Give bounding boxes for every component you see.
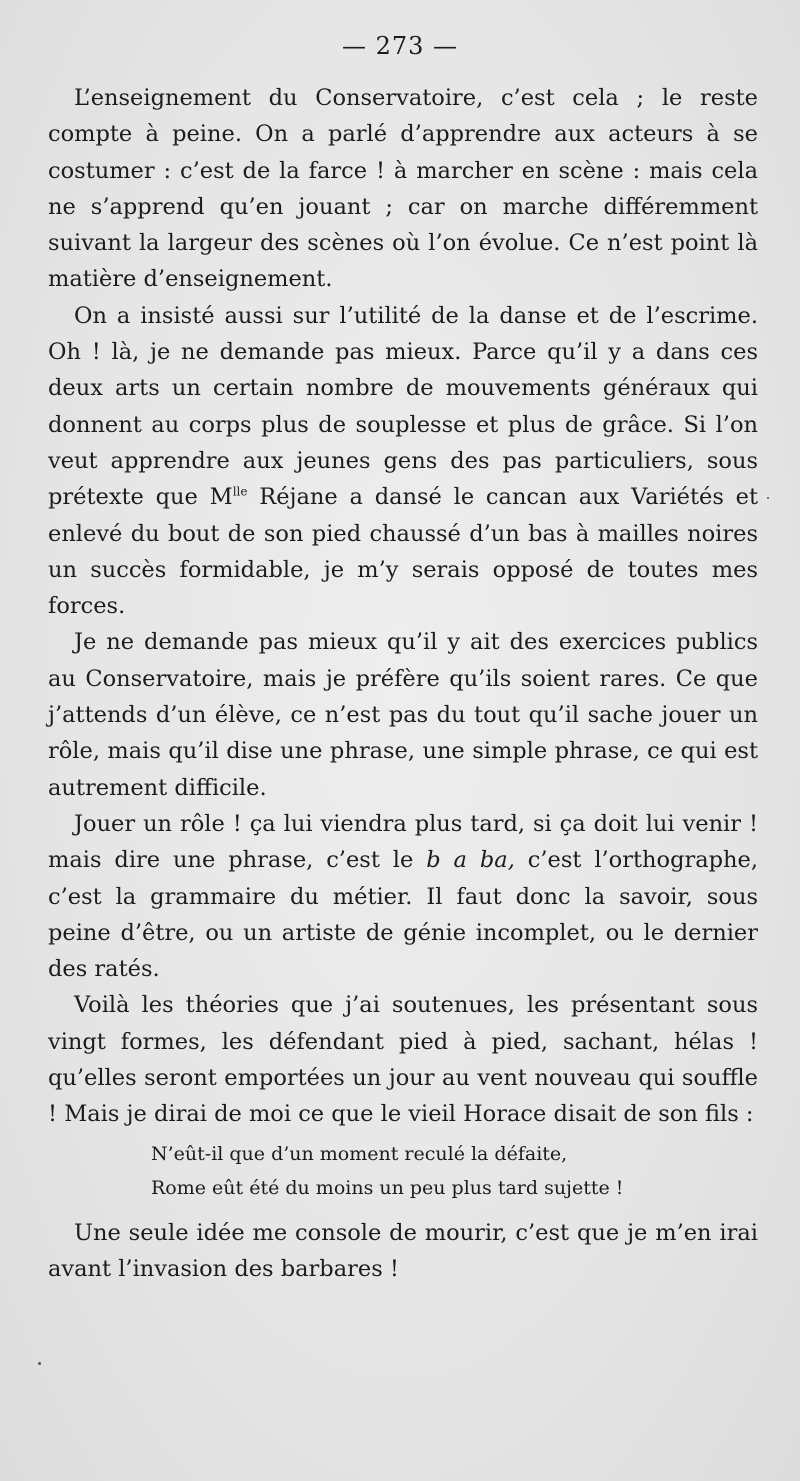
paper-speck [767, 497, 769, 499]
italic-phrase: b a ba, [426, 847, 515, 874]
verse-line: Rome eût été du moins un peu plus tard sujette ! [151, 1176, 624, 1199]
page-number: — 273 — [341, 32, 459, 60]
page-body [48, 80, 758, 1287]
paragraph-conservatoire-teaching: L’enseignement du Conservatoire, c’est cela ; le reste compte à peine. On a parlé d’apprendre aux acteurs à se costumer : c’est de la farce ! à marcher en scène : mais cela ne s’apprend qu’en jouant ; car on marche différemment suivant la largeur des scènes où l’on évolue. Ce n’est point là matière d’enseignement. [48, 85, 758, 293]
abbreviation-mademoiselle: $M^{lle}$ [209, 484, 248, 511]
verse-line: N’eût-il que d’un moment reculé la défaite, [151, 1142, 568, 1165]
abbreviation-superscript: lle [232, 484, 248, 499]
paragraph-public-exercises: Je ne demande pas mieux qu’il y ait des exercices publics au Conservatoire, mais je préfère qu’ils soient rares. Ce que j’attends d’un élève, ce n’est pas du tout qu’il sache jouer un rôle, mais qu’il dise une phrase, une simple phrase, ce qui est autrement difficile. [48, 629, 758, 801]
paper-speck [38, 1362, 41, 1365]
verse-quotation [48, 1137, 758, 1205]
paragraph-closing: Une seule idée me console de mourir, c’est que je m’en irai avant l’invasion des barbares ! [48, 1219, 758, 1282]
paragraph-text: Jouer un rôle ! ça lui viendra plus tard, si ça doit lui venir ! mais dire une phrase, c’est le [48, 810, 758, 874]
paragraph-play-a-role [48, 806, 758, 987]
paragraph-text-continued: Réjane a dansé le cancan aux Variétés et enlevé du bout de son pied chaussé d’un bas à mailles noires un succès formidable, je m’y serais opposé de toutes mes forces. [48, 484, 758, 620]
paragraph-text: On a insisté aussi sur l’utilité de la danse et de l’escrime. Oh ! là, je ne demande pas mieux. Parce qu’il y a dans ces deux arts un certain nombre de mouvements généraux qui donnent au corps plus de souplesse et plus de grâce. Si l’on veut apprendre aux jeunes gens des pas particuliers, sous prétexte que [48, 302, 758, 511]
paragraph-text-continued: c’est l’orthographe, c’est la grammaire du métier. Il faut donc la savoir, sous peine d’être, ou un artiste de génie incomplet, ou le dernier des ratés. [48, 847, 758, 983]
paragraph-theories: Voilà les théories que j’ai soutenues, les présentant sous vingt formes, les défendant pied à pied, sachant, hélas ! qu’elles seront emportées un jour au vent nouveau qui souffle ! Mais je dirai de moi ce que le vieil Horace disait de son fils : [48, 992, 758, 1128]
paragraph-dance-fencing [48, 298, 758, 625]
